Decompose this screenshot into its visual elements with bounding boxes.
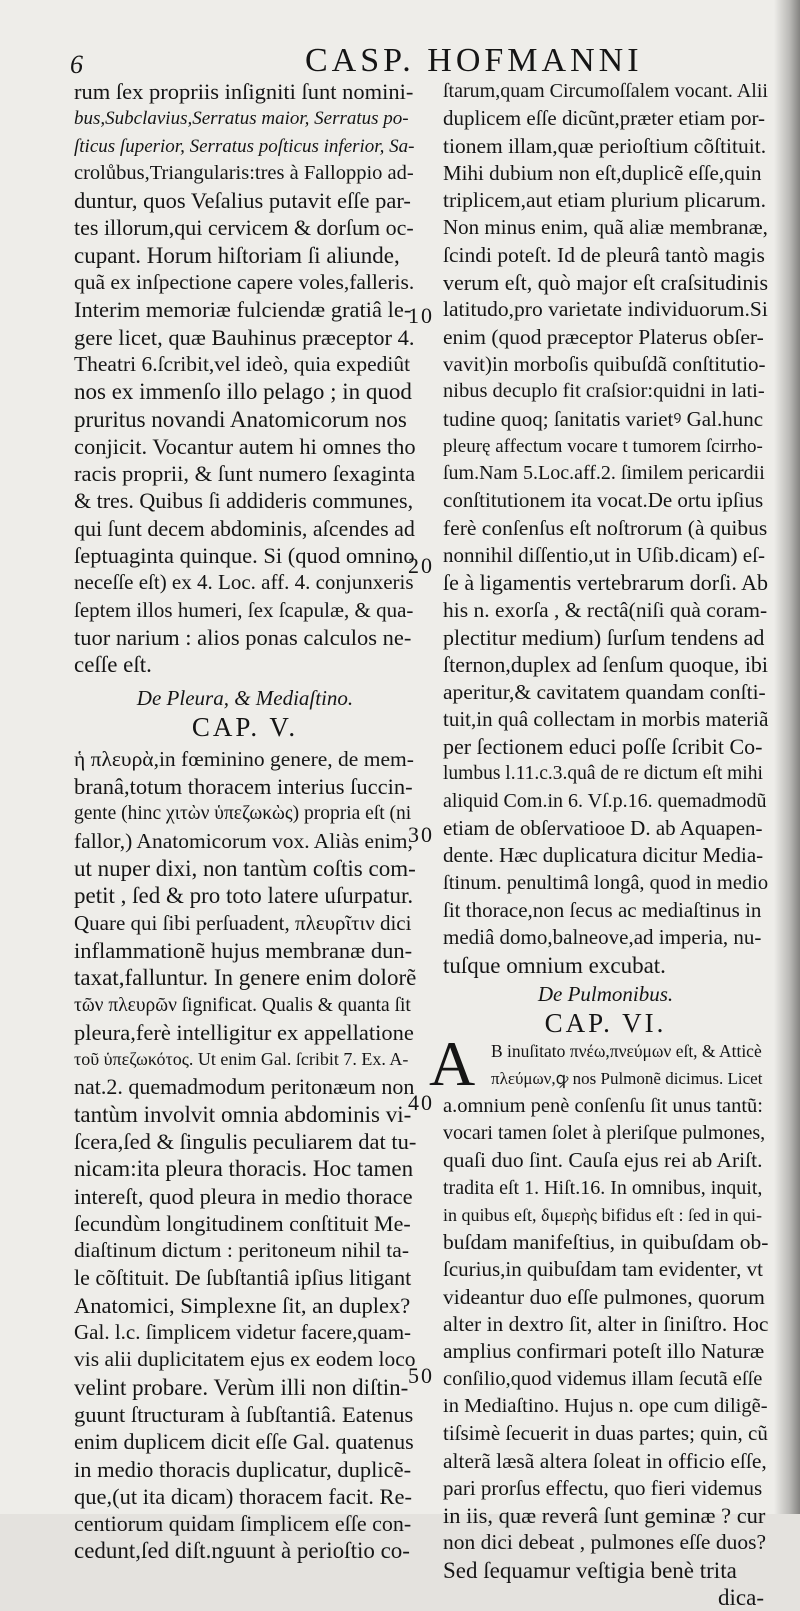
text-line: tradita eſt 1. Hiſt.16. In omnibus, inquit, bbox=[443, 1176, 763, 1199]
drop-capital: A bbox=[429, 1028, 476, 1100]
text-line: enim duplicem dicit eſſe Gal. quatenus bbox=[74, 1429, 414, 1455]
text-line: ἡ πλευρὰ,in fœminino genere, de mem- bbox=[74, 746, 414, 771]
text-line: ſe à ligamentis vertebrarum dorſi. Ab bbox=[443, 570, 769, 596]
text-line: fallor,) Anatomicorum vox. Aliàs enim, bbox=[74, 828, 413, 853]
text-line: Gal. l.c. ſimplicem videtur facere,quam- bbox=[74, 1320, 412, 1345]
text-line: inflammationẽ hujus membranæ dun- bbox=[74, 937, 413, 963]
text-line: conſtitutionem ita vocat.De ortu ipſius bbox=[443, 488, 764, 513]
chapter-heading-v: CAP. V. bbox=[191, 711, 299, 742]
text-line: rum ſex propriis inſigniti ſunt nomini- bbox=[74, 79, 414, 104]
text-line: neceſſe eſt) ex 4. Loc. aff. 4. conjunxeris bbox=[74, 570, 414, 595]
line-number-10: 10 bbox=[408, 303, 434, 328]
text-line: & tres. Quibus ſi addideris communes, bbox=[74, 488, 414, 514]
text-line: in quibus eſt, διμερὴς bifidus eſt : ſed in qui- bbox=[443, 1204, 763, 1225]
text-line: alter in dextro ſit, alter in ſiniſtro. Hoc bbox=[443, 1312, 769, 1337]
text-line: mediâ domo,balneove,ad imperia, nu- bbox=[443, 925, 762, 950]
text-line: le cõſtituit. De ſubſtantiâ ipſius litigant bbox=[74, 1265, 412, 1291]
page-number: 6 bbox=[70, 50, 83, 79]
text-line-content: B inuſitato πνέω,πνεύμων eſt, & Atticè bbox=[491, 1041, 762, 1062]
text-line: pleurę affectum vocare t tumorem ſcirrho- bbox=[443, 435, 763, 457]
text-line: ſeptem illos humeri, ſex ſcapulæ, & qua- bbox=[74, 597, 414, 622]
text-line: amplius confirmari poteſt illo Naturæ bbox=[443, 1339, 765, 1364]
text-line: τοῦ ὑπεζωκότος. Ut enim Gal. ſcribit 7. Ex. A- bbox=[74, 1049, 409, 1070]
text-line: nonnihil diſſentio,ut in Uſib.dicam) eſ- bbox=[443, 543, 765, 568]
text-line: tionem illam,quæ perioſtium cõſtituit. bbox=[443, 133, 767, 158]
text-line: pleura,ferè intelligitur ex appellatione bbox=[74, 1019, 414, 1045]
text-line: etiam de obſervatiooe D. ab Aquapen- bbox=[443, 816, 763, 841]
text-line: Theatri 6.ſcribit,vel ideò, quia expediût bbox=[74, 351, 411, 376]
text-line: aperitur,& cavitatem quandam conſti- bbox=[443, 679, 766, 704]
text-line: dente. Hæc duplicatura dicitur Media- bbox=[443, 843, 764, 868]
text-line: ſtarum,quam Circumoſſalem vocant. Alii bbox=[443, 80, 768, 102]
text-line: cupant. Horum hiſtoriam ſi aliunde, bbox=[74, 242, 400, 268]
text-line: que,(ut ita dicam) thoracem facit. Re- bbox=[74, 1483, 412, 1509]
text-line: ut nuper dixi, non tantùm coſtis com- bbox=[74, 856, 416, 882]
text-line: buſdam manifeſtius, in quibuſdam ob- bbox=[443, 1230, 769, 1255]
text-line: tantùm involvit omnia abdominis vi- bbox=[74, 1101, 412, 1127]
text-line: Sed ſequamur veſtigia benè trita bbox=[443, 1557, 737, 1583]
text-line: gere licet, quæ Bauhinus præceptor 4. bbox=[74, 324, 415, 350]
text-line: pari prorſus effectu, quo fieri videmus bbox=[443, 1475, 763, 1500]
text-line: alterã læsã altera ſoleat in officio eſſe, bbox=[443, 1448, 767, 1473]
text-line: ſticus ſuperior, Serratus poſticus inferior, Sa- bbox=[74, 135, 415, 157]
line-number-50: 50 bbox=[408, 1363, 434, 1388]
text-line: plectitur medium) ſurſum tendens ad bbox=[443, 624, 765, 650]
text-line: duntur, quos Veſalius putavit eſſe par- bbox=[74, 188, 411, 214]
text-line: nat.2. quemadmodum peritonæum non bbox=[74, 1074, 415, 1100]
text-line: gente (hinc χιτὼν ὑπεζωκὼς) propria eſt (ni bbox=[74, 803, 412, 825]
text-line: vocari tamen ſolet à pleriſque pulmones, bbox=[443, 1121, 766, 1144]
text-line: in iis, quæ reverâ ſunt geminæ ? cur bbox=[443, 1503, 766, 1529]
text-line: ſeptuaginta quinque. Si (quod omnino bbox=[74, 543, 415, 569]
text-line: guunt ſtructuram à ſubſtantiâ. Eatenus bbox=[74, 1401, 414, 1427]
text-line: a.omnium penè conſenſu ſit unus tantũ: bbox=[443, 1094, 763, 1117]
text-line: conjicit. Vocantur autem hi omnes tho bbox=[74, 433, 416, 459]
text-line: nibus decuplo fit craſsior:quidni in lati- bbox=[443, 380, 765, 403]
line-number-40: 40 bbox=[408, 1090, 434, 1115]
text-line: Interim memoriæ fulciendæ gratiâ le- bbox=[74, 297, 412, 323]
text-line: latitudo,pro varietate individuorum.Si bbox=[443, 297, 768, 322]
text-line: per ſectionem educi poſſe ſcribit Co- bbox=[443, 734, 763, 760]
catchword: dica- bbox=[718, 1585, 764, 1611]
text-line: bus,Subclavius,Serratus maior, Serratus po- bbox=[74, 108, 409, 130]
text-line: tuſque omnium excubat. bbox=[443, 952, 666, 978]
text-line: nicam:ita pleura thoracis. Hoc tamen bbox=[74, 1156, 414, 1182]
text-line: petit , ſed & pro toto latere uſurpatur. bbox=[74, 883, 414, 909]
text-line: Anatomici, Simplexne ſit, an duplex? bbox=[74, 1292, 411, 1318]
text-line: in medio thoracis duplicatur, duplicẽ- bbox=[74, 1456, 412, 1482]
text-line: ſum.Nam 5.Loc.aff.2. ſimilem pericardii bbox=[443, 462, 765, 485]
text-line: duplicem eſſe dicũnt,præter etiam por- bbox=[443, 106, 766, 131]
text-line: tiſsimè ſecuerit in duas partes; quin, cũ bbox=[443, 1421, 768, 1446]
text-line: ſcera,ſed & ſingulis peculiarem dat tu- bbox=[74, 1128, 417, 1154]
text-line: crolůbus,Triangularis:tres à Falloppio ad- bbox=[74, 161, 414, 184]
right-column bbox=[429, 78, 769, 1611]
text-line: velint probare. Verùm illi non diſtin- bbox=[74, 1374, 409, 1400]
text-line: centiorum quidam ſimplicem eſſe con- bbox=[74, 1511, 412, 1537]
text-line: tudine quoq; ſanitatis varietꝰ Gal.hunc bbox=[443, 406, 764, 431]
text-line: lumbus l.11.c.3.quâ de re dictum eſt mihi bbox=[443, 763, 763, 785]
text-line: tuit,in quâ collectam in morbis materiã bbox=[443, 706, 769, 731]
text-line: pruritus novandi Anatomicorum nos bbox=[74, 406, 407, 432]
text-line: vavit)in morboſis quibuſdã conſtitutio- bbox=[443, 351, 766, 376]
chapter-heading-vi: CAP. VI. bbox=[544, 1008, 667, 1039]
text-line: ſtinum. penultimâ longâ, quod in medio bbox=[443, 871, 769, 894]
text-line: branâ,totum thoracem interius ſuccin- bbox=[74, 774, 413, 800]
text-line: Mihi dubium non eſt,duplicẽ eſſe,quin bbox=[443, 160, 762, 185]
text-line: taxat,falluntur. In genere enim dolorẽ bbox=[74, 965, 417, 991]
line-number-20: 20 bbox=[408, 553, 434, 578]
line-number-30: 30 bbox=[408, 822, 434, 847]
text-line: cedunt,ſed diſt.nguunt à perioſtio co- bbox=[74, 1538, 410, 1564]
text-line: ſcurius,in quibuſdam tam evidenter, vt bbox=[443, 1257, 763, 1282]
section-heading-pleura: De Pleura, & Mediaſtino. bbox=[136, 685, 354, 710]
running-head: CASP. HOFMANNI bbox=[305, 42, 643, 79]
text-line: ferè conſenſus eſt noſtrorum (à quibus bbox=[443, 515, 768, 540]
text-line: ſit thorace,non ſecus ac mediaſtinus in bbox=[443, 897, 762, 922]
text-line: tuor narium : alios ponas calculos ne- bbox=[74, 624, 412, 650]
text-line: his n. exorſa , & rectâ(niſi quà coram- bbox=[443, 597, 768, 622]
text-line: quã ex inſpectione capere voles,falleris. bbox=[74, 270, 415, 295]
left-column bbox=[74, 78, 416, 1565]
text-line: ceſſe eſt. bbox=[74, 652, 152, 678]
text-line: intereſt, quod pleura in medio thorace bbox=[74, 1183, 413, 1209]
text-line: diaſtinum dictum : peritoneum nihil ta- bbox=[74, 1238, 409, 1263]
text-line: ſecundùm longitudinem conſtituit Me- bbox=[74, 1210, 411, 1236]
text-line: Quare qui ſibi perſuadent, πλευρῖτιν dici bbox=[74, 910, 412, 935]
text-line: τῶν πλευρῶν ſignificat. Qualis & quanta ſit bbox=[74, 994, 411, 1016]
text-line: videantur duo eſſe pulmones, quorum bbox=[443, 1284, 765, 1309]
section-heading-pulmonibus: De Pulmonibus. bbox=[537, 981, 674, 1006]
text-line: Non minus enim, quã aliæ membranæ, bbox=[443, 215, 768, 240]
text-line: triplicem,aut etiam plurium plicarum. bbox=[443, 188, 767, 213]
text-line: ſcindi poteſt. Id de pleurâ tantò magis bbox=[443, 242, 765, 267]
text-line: aliquid Com.in 6. Vſ.p.16. quemadmodũ bbox=[443, 789, 767, 812]
text-line: conſilio,quod videmus illam ſecutã eſſe bbox=[443, 1367, 763, 1390]
text-line: vis alii duplicitatem ejus ex eodem loco bbox=[74, 1347, 416, 1372]
text-line: πλεύμων,ꝙ nos Pulmonẽ dicimus. Licet bbox=[491, 1069, 763, 1089]
text-line: racis proprii, & ſunt numero ſexaginta bbox=[74, 461, 416, 487]
text-line: tes illorum,qui cervicem & dorſum oc- bbox=[74, 215, 414, 241]
text-line: qui ſunt decem abdominis, aſcendes ad bbox=[74, 515, 415, 541]
text-line: ſternon,duplex ad ſenſum quoque, ibi bbox=[443, 652, 769, 678]
text-line: verum eſt, quò major eſt craſsitudinis bbox=[443, 270, 769, 296]
gutter-shadow bbox=[774, 0, 800, 1514]
text-line: quaſi duo ſint. Cauſa ejus rei ab Ariſt. bbox=[443, 1148, 763, 1173]
text-line: enim (quod præceptor Platerus obſer- bbox=[443, 324, 764, 349]
text-line: non dici debeat , pulmones eſſe duos? bbox=[443, 1530, 767, 1555]
text-line: nos ex immenſo illo pelago ; in quod bbox=[74, 379, 412, 405]
text-line: in Mediaſtino. Hujus n. ope cum diligẽ- bbox=[443, 1394, 768, 1417]
